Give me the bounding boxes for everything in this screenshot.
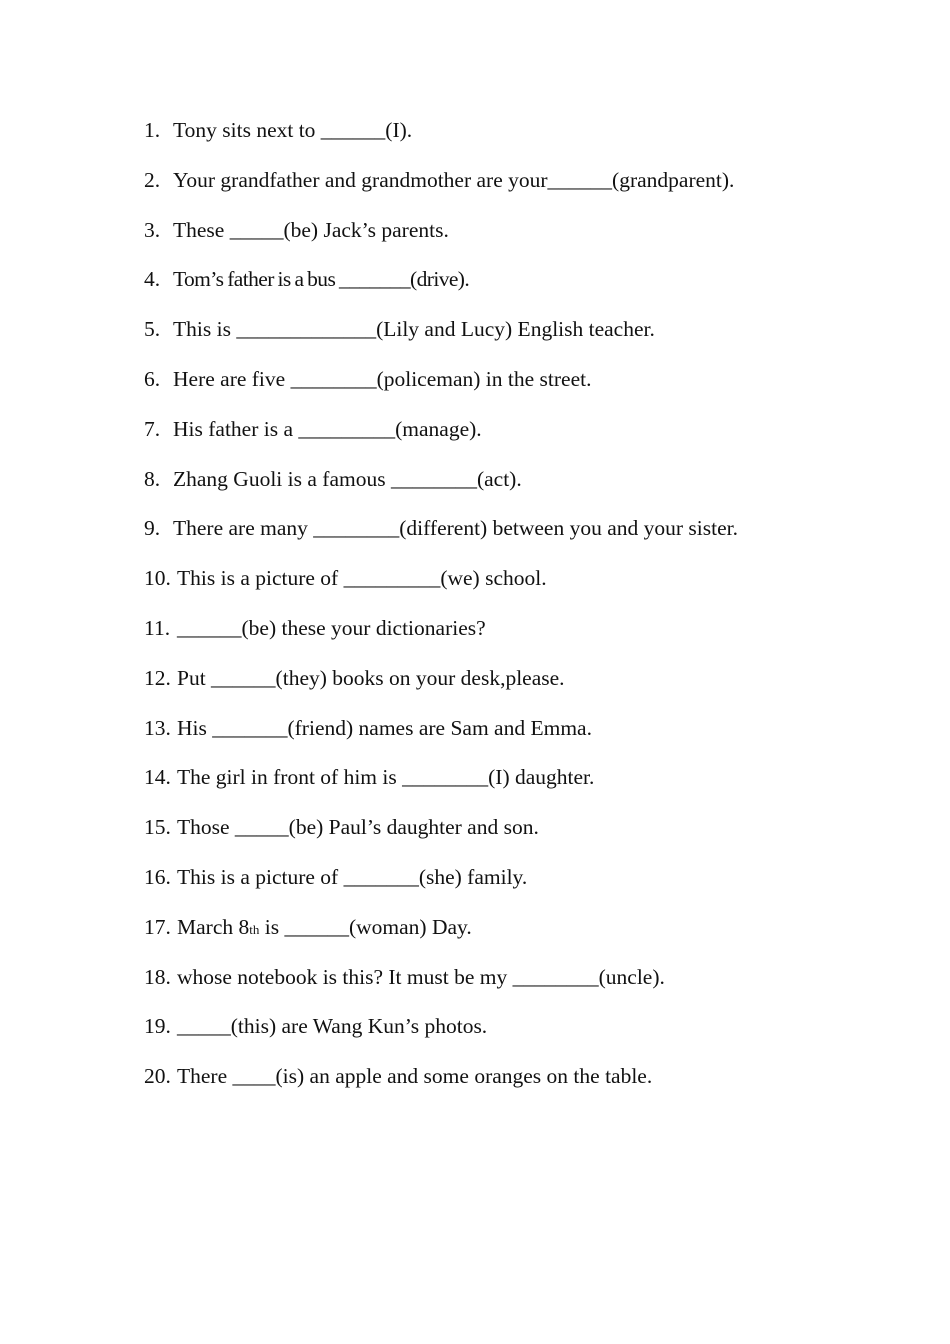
item-number: 20. bbox=[144, 1064, 171, 1089]
item-number: 13. bbox=[144, 715, 171, 740]
item-text: whose notebook is this? It must be my ________(uncle). bbox=[177, 964, 665, 989]
item-text: ______(be) these your dictionaries? bbox=[177, 615, 486, 640]
exercise-item-10 bbox=[144, 566, 844, 616]
item-text: This is _____________(Lily and Lucy) English teacher. bbox=[173, 317, 655, 342]
exercise-item-5 bbox=[144, 317, 844, 367]
item-text-before: March 8 bbox=[177, 914, 250, 939]
exercise-item-15 bbox=[144, 815, 844, 865]
item-number: 1. bbox=[144, 118, 161, 142]
exercise-item-9 bbox=[144, 516, 844, 566]
item-text: Your grandfather and grandmother are your______(grandparent). bbox=[173, 167, 735, 192]
item-number: 2. bbox=[144, 167, 161, 192]
item-text: There are many ________(different) between you and your sister. bbox=[173, 516, 738, 541]
exercise-item-12 bbox=[144, 666, 844, 716]
exercise-item-6 bbox=[144, 367, 844, 417]
item-text: Here are five ________(policeman) in the street. bbox=[173, 366, 592, 391]
exercise-item-18 bbox=[144, 965, 844, 1015]
item-number: 5. bbox=[144, 317, 161, 342]
item-text: Tony sits next to ______(I). bbox=[173, 118, 413, 142]
exercise-item-7 bbox=[144, 417, 844, 467]
item-number: 14. bbox=[144, 765, 171, 790]
exercise-item-11 bbox=[144, 616, 844, 666]
item-number: 4. bbox=[144, 267, 161, 292]
item-number: 9. bbox=[144, 516, 161, 541]
exercise-item-17 bbox=[144, 915, 844, 965]
item-text: His father is a _________(manage). bbox=[173, 416, 482, 441]
item-number: 10. bbox=[144, 566, 171, 591]
item-text bbox=[177, 915, 472, 940]
exercise-item-13 bbox=[144, 716, 844, 766]
exercise-list bbox=[144, 118, 844, 1114]
item-number: 11. bbox=[144, 615, 171, 640]
exercise-item-20 bbox=[144, 1064, 844, 1114]
item-number: 8. bbox=[144, 466, 161, 491]
item-text: There ____(is) an apple and some oranges on the table. bbox=[177, 1064, 653, 1089]
item-number: 19. bbox=[144, 1014, 171, 1039]
item-text: The girl in front of him is ________(I) daughter. bbox=[177, 765, 595, 790]
item-text: Those _____(be) Paul’s daughter and son. bbox=[177, 815, 539, 840]
item-text: Zhang Guoli is a famous ________(act). bbox=[173, 466, 522, 491]
item-number: 3. bbox=[144, 217, 161, 242]
item-number: 12. bbox=[144, 665, 171, 690]
exercise-item-16 bbox=[144, 865, 844, 915]
item-number: 15. bbox=[144, 815, 171, 840]
exercise-item-2 bbox=[144, 168, 844, 218]
item-number: 17. bbox=[144, 914, 171, 939]
exercise-item-3 bbox=[144, 218, 844, 268]
item-number: 7. bbox=[144, 416, 161, 441]
item-text: Tom’s father is a bus _______(drive). bbox=[173, 267, 470, 292]
item-text: Put ______(they) books on your desk,please. bbox=[177, 665, 565, 690]
exercise-item-1 bbox=[144, 118, 844, 168]
ordinal-suffix: th bbox=[249, 921, 260, 937]
item-number: 18. bbox=[144, 964, 171, 989]
exercise-item-19 bbox=[144, 1014, 844, 1064]
item-number: 16. bbox=[144, 864, 171, 889]
item-number: 6. bbox=[144, 366, 161, 391]
item-text: This is a picture of _________(we) school. bbox=[177, 566, 547, 591]
exercise-item-14 bbox=[144, 765, 844, 815]
item-text: _____(this) are Wang Kun’s photos. bbox=[177, 1014, 488, 1039]
exercise-item-8 bbox=[144, 467, 844, 517]
item-text: This is a picture of _______(she) family. bbox=[177, 864, 528, 889]
item-text: His _______(friend) names are Sam and Emma. bbox=[177, 715, 592, 740]
item-text-after: is ______(woman) Day. bbox=[259, 914, 472, 939]
item-text: These _____(be) Jack’s parents. bbox=[173, 217, 449, 242]
exercise-item-4 bbox=[144, 267, 844, 317]
